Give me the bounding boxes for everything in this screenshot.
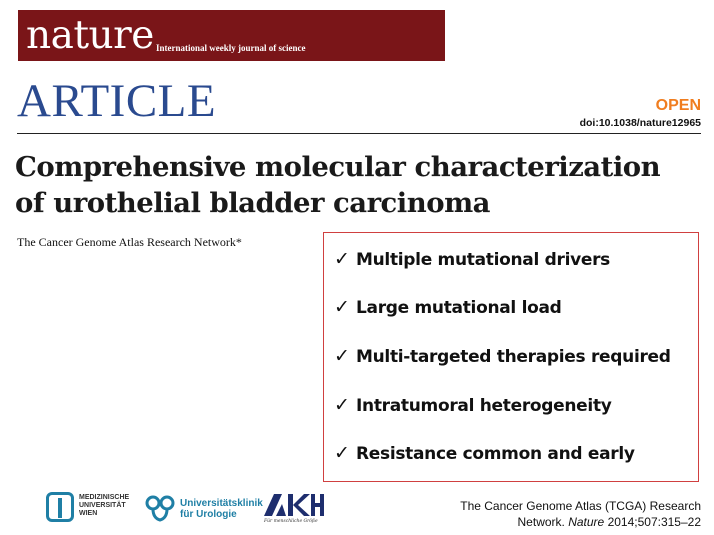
check-icon: ✓: [334, 345, 350, 367]
citation-line-1: The Cancer Genome Atlas (TCGA) Research: [460, 499, 701, 513]
urology-emblem-icon: [144, 494, 176, 522]
check-icon: ✓: [334, 442, 350, 464]
akh-logo: [262, 488, 328, 528]
article-title-line-2: of urothelial bladder carcinoma: [15, 187, 491, 219]
finding-label: Large mutational load: [356, 298, 562, 318]
finding-label: Multiple mutational drivers: [356, 250, 611, 270]
urology-clinic-logo: [144, 488, 262, 528]
finding-item: [334, 342, 671, 370]
citation-journal: Nature: [568, 515, 605, 529]
check-icon: ✓: [334, 248, 350, 270]
check-icon: ✓: [334, 296, 350, 318]
citation: [460, 498, 701, 530]
article-title-line-1: Comprehensive molecular characterization: [15, 151, 661, 183]
finding-item: [334, 293, 562, 321]
akh-slogan: Für menschliche Größe: [264, 519, 318, 524]
doi-label: doi:10.1038/nature12965: [579, 117, 701, 129]
journal-logo: nature: [26, 13, 154, 58]
journal-banner: [18, 10, 445, 61]
finding-item: [334, 245, 610, 273]
check-icon: ✓: [334, 394, 350, 416]
article-label: ARTICLE: [17, 75, 217, 127]
medical-university-emblem-icon: [46, 492, 74, 522]
finding-item: [334, 439, 635, 467]
author-line: The Cancer Genome Atlas Research Network*: [17, 235, 242, 249]
akh-emblem-icon: [262, 492, 326, 518]
article-title: [15, 149, 705, 221]
finding-label: Resistance common and early: [356, 444, 635, 464]
header-divider: [17, 133, 701, 134]
key-findings-box: [323, 232, 699, 482]
journal-tagline: International weekly journal of science: [156, 43, 306, 53]
medical-university-vienna-logo: [46, 488, 138, 528]
finding-label: Multi-targeted therapies required: [356, 347, 671, 367]
medical-university-wordmark: MEDIZINISCHE UNIVERSITÄT WIEN: [79, 494, 130, 517]
urology-clinic-wordmark: Universitätsklinik für Urologie: [180, 498, 263, 520]
open-access-badge: OPEN: [655, 97, 701, 114]
citation-line-2: Network. Nature 2014;507:315–22: [517, 515, 701, 529]
finding-label: Intratumoral heterogeneity: [356, 396, 612, 416]
finding-item: [334, 391, 612, 419]
